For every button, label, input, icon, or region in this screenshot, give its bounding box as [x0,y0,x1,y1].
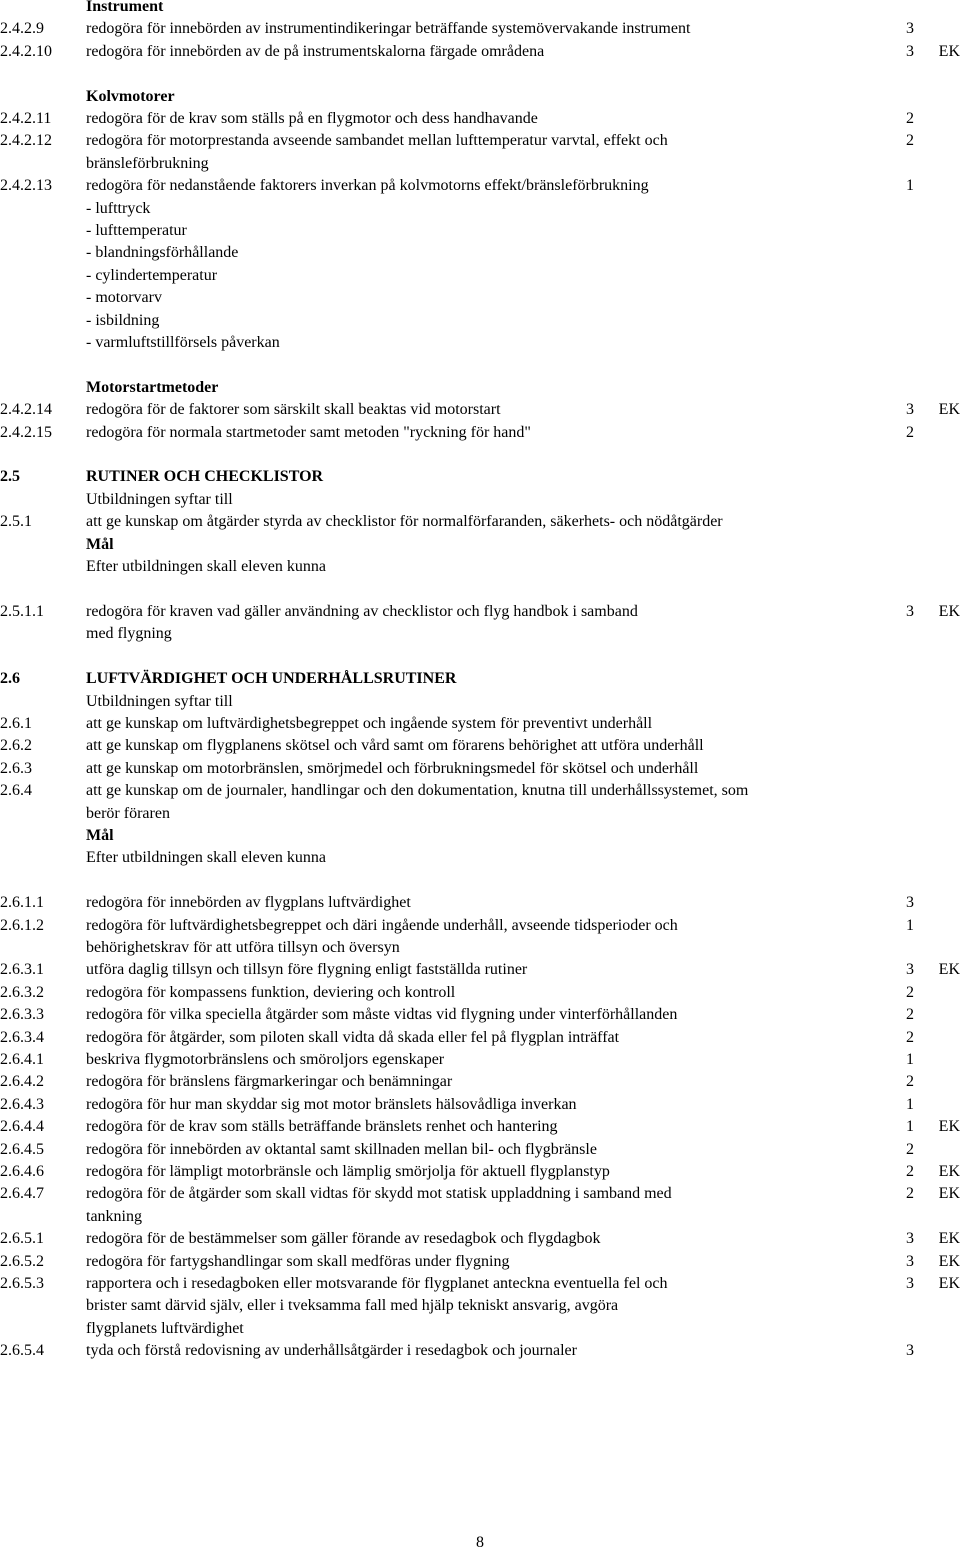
item-text: redogöra för nedanstående faktorers inverkan på kolvmotorns effekt/bränsleförbrukning [86,177,649,195]
blank-line [0,444,960,466]
level-value: 2 [906,1185,914,1203]
item-text: att ge kunskap om de journaler, handlingar och den dokumentation, knutna till underhållssystemet, som [86,782,749,800]
item-number: 2.4.2.10 [0,42,52,60]
item-text: tyda och förstå redovisning av underhållsåtgärder i resedagbok och journaler [86,1342,577,1360]
level-value: 2 [906,1028,914,1046]
level-value: 2 [906,1140,914,1158]
item-text: redogöra för motorprestanda avseende sambandet mellan lufttemperatur varvtal, effekt och [86,132,668,150]
item-text: redogöra för fartygshandlingar som skall medföras under flygning [86,1252,510,1270]
objective-row [0,1004,960,1026]
objective-row [0,1139,960,1161]
item-text: beskriva flygmotorbränslens och smöroljors egenskaper [86,1051,445,1068]
item-text: redogöra för de bestämmelser som gäller förande av resedagbok och flygdagbok [86,1230,601,1248]
objective-row [0,892,960,914]
objective-row [0,1340,960,1362]
blank-line [0,63,960,85]
objective-row [0,18,960,40]
item-number: 2.6.2 [0,737,32,755]
blank-line [0,870,960,892]
item-number: 2.6.3.1 [0,961,44,979]
level-value: 1 [906,177,914,195]
item-text: bränsleförbrukning [86,154,209,172]
continuation-row [0,623,960,645]
ek-marker: EK [938,961,960,979]
continuation-row [0,691,960,713]
item-text: RUTINER OCH CHECKLISTOR [86,468,324,486]
item-text: att ge kunskap om åtgärder styrda av checklistor för normalförfaranden, säkerhets- och nödåtgärder [86,513,723,531]
item-number: 2.6.4.4 [0,1118,44,1136]
ek-marker: EK [938,602,960,620]
level-value: 2 [906,423,914,441]
objective-row [0,780,960,802]
objective-row [0,982,960,1004]
continuation-row [0,556,960,578]
item-text: redogöra för de krav som ställs beträffande bränslets renhet och hantering [86,1118,558,1136]
continuation-row [0,265,960,287]
item-text: redogöra för bränslens färgmarkeringar och benämningar [86,1073,453,1091]
blank-line [0,646,960,668]
item-number: 2.6.3.3 [0,1006,44,1024]
item-number: 2.6.1 [0,714,32,732]
level-value: 3 [906,1275,914,1293]
objective-row [0,511,960,533]
item-text: - lufttryck [86,199,151,217]
continuation-row [0,332,960,354]
objective-row [0,1183,960,1205]
item-number: 2.6.4.5 [0,1140,44,1158]
item-number: 2.6.5.1 [0,1230,44,1248]
item-number: 2.6.4 [0,782,32,800]
item-number: 2.4.2.13 [0,177,52,195]
item-number: 2.4.2.14 [0,401,52,419]
item-number: 2.4.2.12 [0,132,52,150]
continuation-row [0,198,960,220]
objective-row [0,915,960,937]
item-text: redogöra för de faktorer som särskilt skall beaktas vid motorstart [86,401,501,419]
objective-row [0,758,960,780]
item-number: 2.4.2.15 [0,423,52,441]
continuation-row [0,847,960,869]
continuation-row [0,287,960,309]
section-row [0,668,960,690]
item-text: - isbildning [86,311,160,329]
objective-row [0,399,960,421]
item-text: flygplanets luftvärdighet [86,1319,244,1337]
item-text: redogöra för de åtgärder som skall vidtas för skydd mot statisk uppladdning i samband med [86,1185,672,1203]
level-value: 1 [906,1051,914,1068]
objective-row [0,130,960,152]
level-value: 1 [906,916,914,934]
item-text: Mål [86,826,114,844]
objective-row [0,1094,960,1116]
item-text: att ge kunskap om luftvärdighetsbegreppet och ingående system för preventivt underhåll [86,714,653,732]
item-number: 2.5.1 [0,513,32,531]
objective-row [0,108,960,130]
item-number: 2.6.4.7 [0,1185,44,1203]
item-number: 2.6 [0,670,20,688]
level-value: 2 [906,132,914,150]
page-number: 8 [476,1534,484,1551]
item-number: 2.6.5.4 [0,1342,44,1360]
level-value: 2 [906,1073,914,1091]
objective-row [0,713,960,735]
item-text: redogöra för vilka speciella åtgärder som måste vidtas vid flygning under vinterförhållanden [86,1006,678,1024]
item-text: redogöra för normala startmetoder samt metoden "ryckning för hand" [86,423,531,441]
item-number: 2.6.1.2 [0,916,44,934]
item-text: redogöra för hur man skyddar sig mot motor bränslets hälsovådliga inverkan [86,1095,577,1113]
objective-row [0,422,960,444]
item-number: 2.5.1.1 [0,602,44,620]
ek-marker: EK [938,42,960,60]
objective-row [0,1116,960,1138]
item-number: 2.6.4.6 [0,1163,44,1181]
objective-row [0,1049,960,1071]
item-text: redogöra för kraven vad gäller användning av checklistor och flyg handbok i samband [86,602,638,620]
item-number: 2.4.2.9 [0,20,44,38]
continuation-row [0,1295,960,1317]
item-text: Kolvmotorer [86,87,175,105]
blank-line [0,579,960,601]
item-text: att ge kunskap om motorbränslen, smörjmedel och förbrukningsmedel för skötsel och underhåll [86,759,699,777]
level-value: 2 [906,1163,914,1181]
item-text: redogöra för innebörden av de på instrumentskalorna färgade områdena [86,42,545,60]
item-number: 2.6.3.2 [0,983,44,1001]
level-value: 3 [906,961,914,979]
level-value: 1 [906,1095,914,1113]
item-number: 2.6.1.1 [0,894,44,912]
continuation-row [0,242,960,264]
item-number: 2.6.4.1 [0,1051,44,1068]
ek-marker: EK [938,1252,960,1270]
continuation-row [0,803,960,825]
objective-row [0,175,960,197]
level-value: 2 [906,983,914,1001]
subheading-row [0,86,960,108]
level-value: 1 [906,1118,914,1136]
level-value: 2 [906,110,914,128]
ek-marker: EK [938,1163,960,1181]
item-number: 2.6.3.4 [0,1028,44,1046]
level-value: 3 [906,1342,914,1360]
continuation-row [0,1206,960,1228]
continuation-row [0,937,960,959]
item-text: Utbildningen syftar till [86,490,233,508]
item-text: Utbildningen syftar till [86,692,233,710]
item-text: - motorvarv [86,289,162,307]
item-text: redogöra för kompassens funktion, deviering och kontroll [86,983,456,1001]
objective-row [0,1027,960,1049]
subheading-row [0,534,960,556]
continuation-row [0,1318,960,1340]
item-text: Motorstartmetoder [86,378,219,396]
ek-marker: EK [938,1275,960,1293]
item-text: LUFTVÄRDIGHET OCH UNDERHÅLLSRUTINER [86,670,457,688]
item-text: redogöra för luftvärdighetsbegreppet och däri ingående underhåll, avseende tidsperioder och [86,916,678,934]
item-text: rapportera och i resedagboken eller motsvarande för flygplanet anteckna eventuella fel och [86,1275,668,1293]
objective-row [0,1251,960,1273]
item-number: 2.5 [0,468,20,486]
item-text: Mål [86,535,114,553]
item-text: berör föraren [86,804,170,822]
objective-row [0,735,960,757]
level-value: 3 [906,1230,914,1248]
item-text: redogöra för innebörden av flygplans luftvärdighet [86,894,411,912]
item-number: 2.6.4.2 [0,1073,44,1091]
continuation-row [0,153,960,175]
item-number: 2.4.2.11 [0,110,52,128]
item-text: redogöra för de krav som ställs på en flygmotor och dess handhavande [86,110,538,128]
item-text: - varmluftstillförsels påverkan [86,334,280,352]
item-text: Efter utbildningen skall eleven kunna [86,849,326,867]
item-number: 2.6.3 [0,759,32,777]
level-value: 3 [906,602,914,620]
item-number: 2.6.5.2 [0,1252,44,1270]
continuation-row [0,310,960,332]
item-text: - blandningsförhållande [86,244,239,262]
subheading-row [0,377,960,399]
ek-marker: EK [938,1185,960,1203]
item-text: redogöra för innebörden av oktantal samt skillnaden mellan bil- och flygbränsle [86,1140,597,1158]
objective-row [0,41,960,63]
level-value: 2 [906,1006,914,1024]
level-value: 3 [906,401,914,419]
continuation-row [0,220,960,242]
item-text: behörighetskrav för att utföra tillsyn och översyn [86,938,400,956]
item-text: med flygning [86,625,172,643]
objective-row [0,959,960,981]
objective-row [0,1228,960,1250]
item-text: redogöra för lämpligt motorbränsle och lämplig smörjolja för aktuell flygplanstyp [86,1163,610,1181]
item-text: Instrument [86,0,164,15]
objective-row [0,1071,960,1093]
subheading-row [0,825,960,847]
subheading-row [0,0,960,18]
objective-row [0,601,960,623]
item-text: tankning [86,1207,142,1225]
level-value: 3 [906,1252,914,1270]
objective-row [0,1273,960,1295]
item-text: brister samt därvid själv, eller i tveksamma fall med hjälp tekniskt ansvarig, avgöra [86,1297,619,1315]
item-number: 2.6.5.3 [0,1275,44,1293]
ek-marker: EK [938,1230,960,1248]
item-text: Efter utbildningen skall eleven kunna [86,558,326,576]
continuation-row [0,489,960,511]
item-text: - cylindertemperatur [86,266,218,284]
level-value: 3 [906,894,914,912]
blank-line [0,354,960,376]
section-row [0,466,960,488]
item-number: 2.6.4.3 [0,1095,44,1113]
item-text: utföra daglig tillsyn och tillsyn före flygning enligt fastställda rutiner [86,961,528,979]
objective-row [0,1161,960,1183]
ek-marker: EK [938,1118,960,1136]
level-value: 3 [906,42,914,60]
item-text: - lufttemperatur [86,222,187,240]
level-value: 3 [906,20,914,38]
ek-marker: EK [938,401,960,419]
item-text: redogöra för innebörden av instrumentindikeringar beträffande systemövervakande instrument [86,20,691,38]
item-text: redogöra för åtgärder, som piloten skall vidta då skada eller fel på flygplan inträffat [86,1028,620,1046]
item-text: att ge kunskap om flygplanens skötsel och vård samt om förarens behörighet att utföra underhåll [86,737,704,755]
